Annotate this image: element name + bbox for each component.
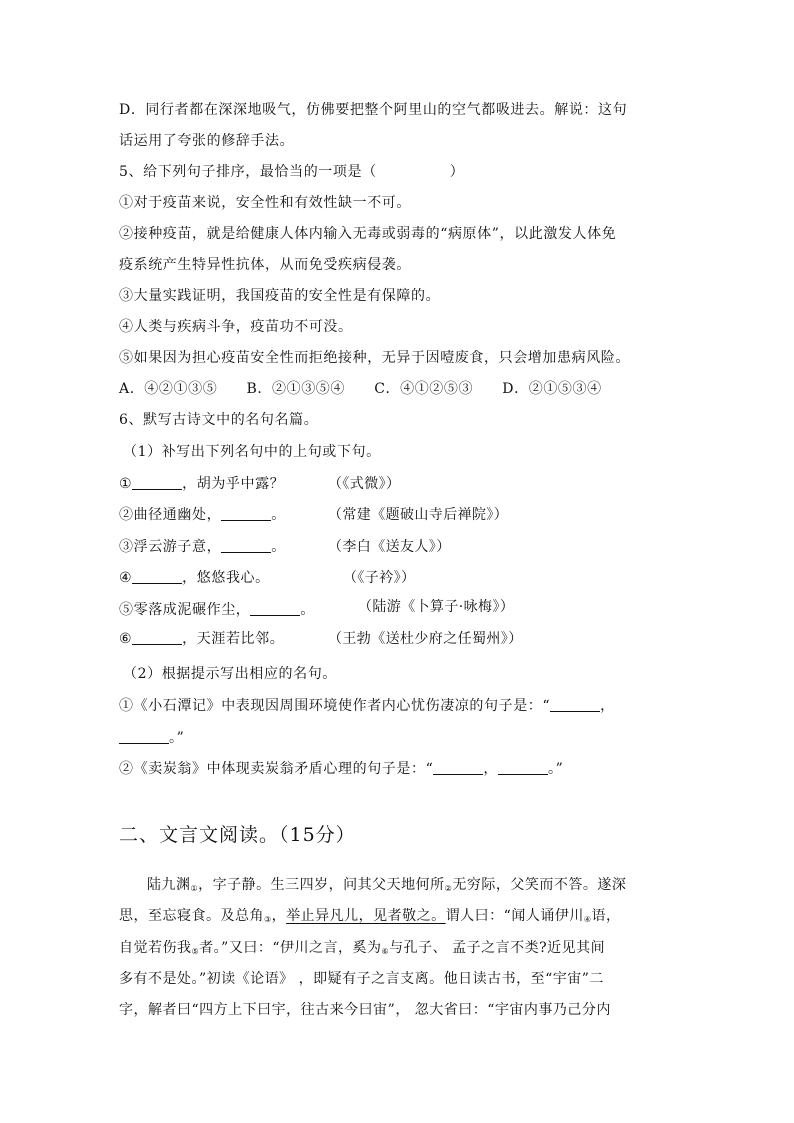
answer-blank[interactable] [221, 506, 271, 521]
footnote-marker: ② [444, 884, 453, 893]
answer-options: A．④②①③⑤ B．②①③⑤④ C．④①②⑤③ D．②①⑤③④ [119, 381, 602, 397]
sentence-5: ⑤如果因为担心疫苗安全性而拒绝接种，无异于因噎废食，只会增加患病风险。 [119, 350, 630, 366]
answer-blank[interactable] [132, 475, 182, 490]
classical-text-line: 陆九渊$_①$，字子静。生三四岁，问其父天地何所$_②$无穷际，父笑而不答。遂深 [147, 877, 627, 893]
part-2-q1: ①《小石潭记》中表现因周围环境使作者内心忧伤凄凉的句子是：“ ， [119, 698, 615, 714]
answer-blank[interactable] [250, 601, 300, 616]
poem-line: ⑤零落成泥碾作尘， 。 [119, 602, 316, 618]
poem-line: ① ，胡为乎中露？ [119, 476, 285, 492]
section-heading: 二、文言文阅读。（15分） [119, 824, 356, 846]
footnote-marker: ③ [264, 915, 272, 924]
footnote-marker: ① [190, 884, 199, 893]
poem-source: （《子衿》） [343, 570, 416, 586]
answer-blank[interactable] [221, 538, 271, 553]
classical-text-line: 自觉若伤我$_⑤$者。”又曰：“伊川之言，奚为$_⑥$与孔子、 孟子之言不类?近见其间 [119, 940, 606, 956]
part-2-q1-cont: 。” [119, 728, 184, 748]
poem-line: ⑥ ，天涯若比邻。 [119, 631, 285, 647]
sentence-1: ①对于疫苗来说，安全性和有效性缺一不可。 [119, 195, 411, 211]
poem-line: ②曲径通幽处， 。 [119, 507, 286, 523]
question-6: 6、默写古诗文中的名句名篇。 [119, 412, 319, 428]
answer-blank[interactable] [119, 729, 169, 744]
part-1-label: （1）补写出下列名句中的上句或下句。 [123, 444, 381, 460]
footnote-marker: ⑤ [191, 947, 200, 956]
sentence-2: ②接种疫苗，就是给健康人体内输入无毒或弱毒的“病原体”，以此激发人体免 [119, 226, 617, 242]
classical-text-line: 多有不是处。”初读《论语》 ，即疑有子之言支离。他日读古书，至“宇宙”二 [119, 971, 604, 987]
sentence-4: ④人类与疾病斗争，疫苗功不可没。 [119, 319, 353, 335]
poem-source: （《式微》） [328, 476, 401, 492]
poem-line: ③浮云游子意， 。 [119, 539, 286, 555]
footnote-marker: ④ [583, 915, 592, 924]
answer-blank[interactable] [132, 630, 182, 645]
poem-source: （王勃《送杜少府之任蜀州》） [328, 631, 523, 647]
poem-source: （常建《题破山寺后禅院》） [328, 507, 509, 523]
answer-blank[interactable] [498, 760, 548, 775]
sentence-2-cont: 疫系统产生特异性抗体，从而免受疾病侵袭。 [119, 257, 411, 273]
underlined-sentence: 举止异凡儿，见者敬之。 [286, 908, 446, 924]
footnote-marker: ⑥ [381, 947, 390, 956]
part-2-label: （2）根据提示写出相应的名句。 [123, 666, 337, 682]
text-line: D．同行者都在深深地吸气，仿佛要把整个阿里山的空气都吸进去。解说：这句 [119, 102, 628, 118]
sentence-3: ③大量实践证明，我国疫苗的安全性是有保障的。 [119, 288, 441, 304]
part-2-q2: ②《卖炭翁》中体现卖炭翁矛盾心理的句子是：“ ， 。” [119, 761, 564, 777]
question-5: 5、给下列句子排序，最恰当的一项是（ ） [119, 164, 465, 180]
poem-source: （陆游《卜算子·咏梅》） [358, 599, 515, 615]
answer-blank[interactable] [550, 697, 600, 712]
poem-line: ④ ，悠悠我心。 [119, 570, 270, 586]
text-line: 话运用了夸张的修辞手法。 [119, 133, 295, 149]
classical-text-line: 思，至忘寝食。及总角$_③$，举止异凡儿，见者敬之。谓人曰：“闻人诵伊川$_④$语， [119, 908, 621, 924]
answer-blank[interactable] [132, 569, 182, 584]
classical-text-line: 字，解者曰“四方上下曰宇，往古来今曰宙”， 忽大省曰：“宇宙内事乃己分内 [119, 1002, 611, 1018]
poem-source: （李白《送友人》） [328, 539, 451, 555]
answer-blank[interactable] [433, 760, 483, 775]
